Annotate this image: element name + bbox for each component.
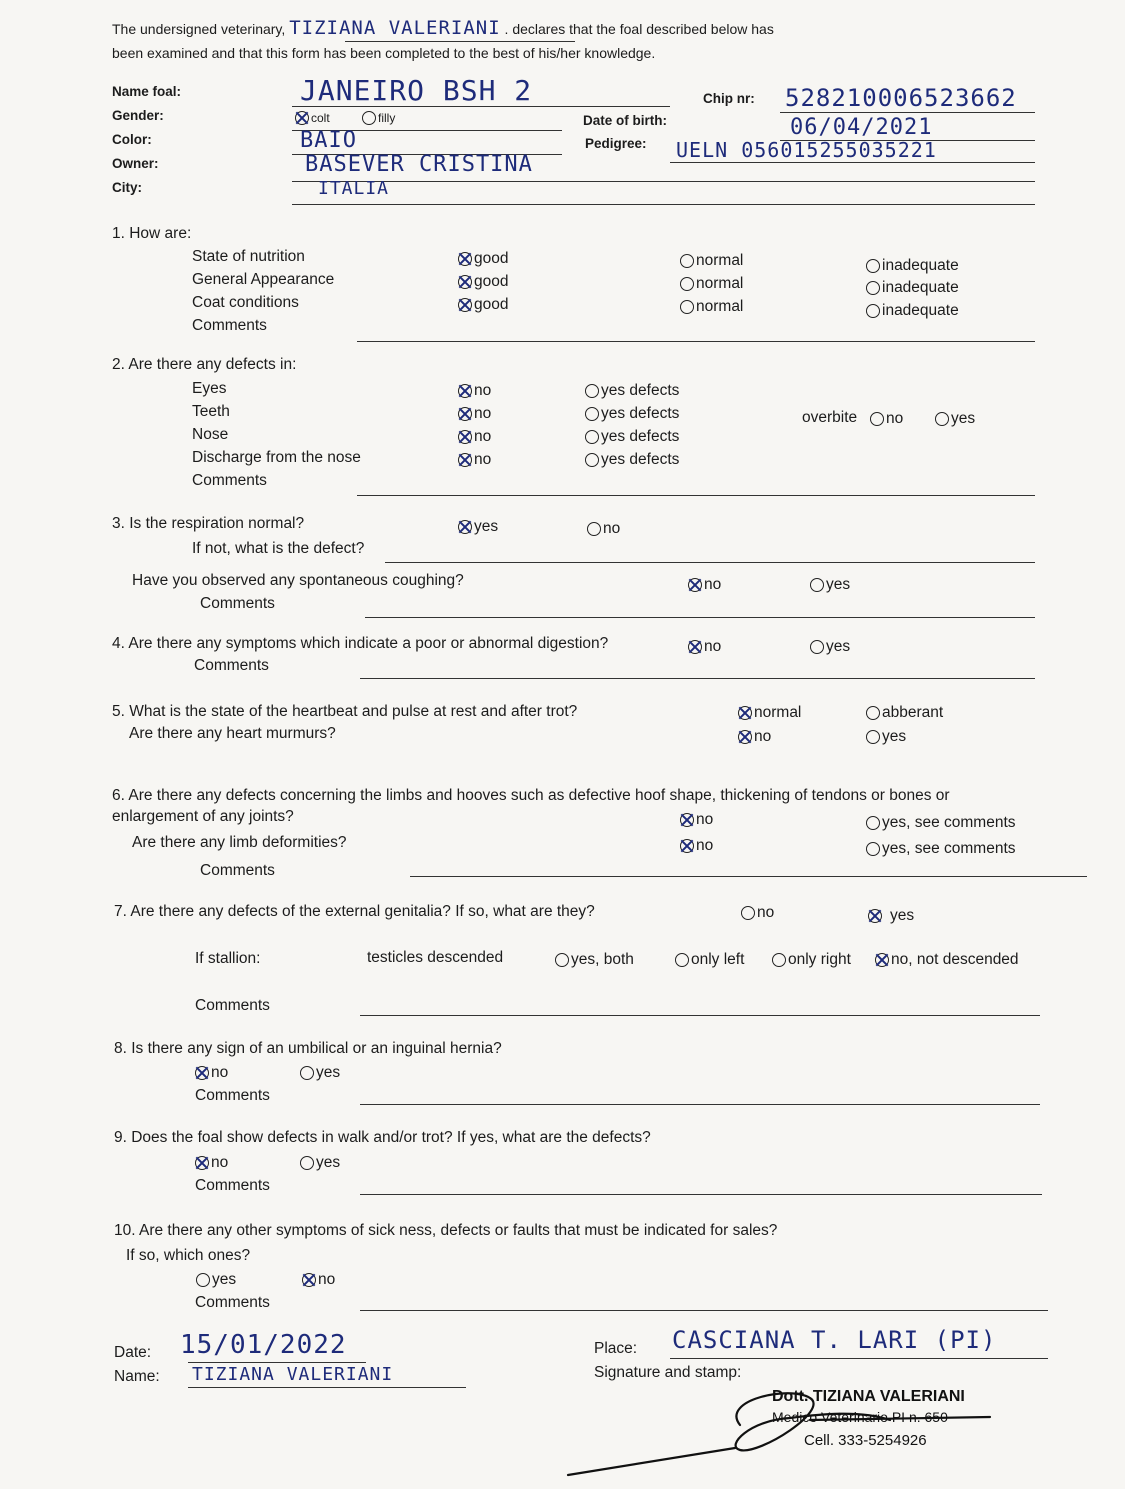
q6-deform-label: Are there any limb deformities? — [132, 834, 347, 851]
q7-not-descended-radio[interactable] — [875, 953, 889, 967]
q7-yes-both-radio[interactable] — [555, 953, 569, 967]
q1-nutrition-normal[interactable]: normal — [680, 252, 743, 270]
owner-value[interactable]: BASEVER CRISTINA — [305, 152, 533, 177]
q10-no[interactable]: no — [302, 1271, 335, 1289]
q3-yes[interactable]: yes — [458, 518, 498, 536]
q6-deform-no-radio[interactable] — [680, 839, 694, 853]
gender-filly-radio[interactable] — [362, 111, 376, 125]
q3-no-radio[interactable] — [587, 522, 601, 536]
q2-nose-yes-radio[interactable] — [585, 430, 599, 444]
q3-ifnot-label: If not, what is the defect? — [192, 540, 365, 557]
overbite-no[interactable]: no — [870, 410, 903, 428]
intro-after: . declares that the foal described below has — [504, 21, 774, 37]
q10-title: 10. Are there any other symptoms of sick ness, defects or faults that must be indicated for sales? — [114, 1222, 778, 1239]
q2-teeth-yes-radio[interactable] — [585, 407, 599, 421]
chip-value[interactable]: 528210006523662 — [785, 84, 1017, 112]
q2-teeth-no-radio[interactable] — [458, 407, 472, 421]
q2-nose-no[interactable]: no — [458, 428, 491, 446]
q7-testicles-label: testicles descended — [367, 949, 504, 966]
q8-no[interactable]: no — [195, 1064, 228, 1082]
q3-ifnot-line[interactable] — [385, 562, 1035, 563]
city-line — [292, 204, 1035, 205]
q1-row-coat-label: Coat conditions — [192, 294, 299, 311]
name-foal-value[interactable]: JANEIRO BSH 2 — [300, 74, 533, 107]
q6-comments-label: Comments — [200, 862, 275, 879]
q1-row-appearance-label: General Appearance — [192, 271, 335, 288]
q7-yes-both[interactable]: yes, both — [555, 951, 634, 969]
q1-appearance-good-radio[interactable] — [458, 275, 472, 289]
q2-eyes-no-radio[interactable] — [458, 384, 472, 398]
q5-murmurs-yes-radio[interactable] — [866, 730, 880, 744]
q1-nutrition-good[interactable]: good — [458, 250, 508, 268]
q10-yes[interactable]: yes — [196, 1271, 236, 1289]
q7-title: 7. Are there any defects of the external genitalia? If so, what are they? — [114, 903, 595, 920]
q7-yes[interactable]: yes — [868, 907, 914, 925]
q3-cough-no-radio[interactable] — [688, 578, 702, 592]
q2-discharge-yes[interactable]: yes defects — [585, 451, 679, 469]
vet-name-line — [345, 41, 575, 42]
name-foal-line — [292, 106, 670, 107]
q1-appearance-inadequate[interactable]: inadequate — [866, 279, 959, 297]
q6-joints-yes-radio[interactable] — [866, 816, 880, 830]
q4-comments-label: Comments — [194, 657, 269, 674]
q9-comments-label: Comments — [195, 1177, 270, 1194]
q6-joints-yes[interactable]: yes, see comments — [866, 814, 1016, 832]
q2-nose-no-radio[interactable] — [458, 430, 472, 444]
q9-no[interactable]: no — [195, 1154, 228, 1172]
q6-deform-yes-radio[interactable] — [866, 842, 880, 856]
q3-cough-yes-radio[interactable] — [810, 578, 824, 592]
q3-comments-label: Comments — [200, 595, 275, 612]
q2-nose-label: Nose — [192, 426, 229, 443]
overbite-yes[interactable]: yes — [935, 410, 975, 428]
vet-name-handwritten: TIZIANA VALERIANI — [289, 17, 501, 39]
q2-eyes-label: Eyes — [192, 380, 227, 397]
name-label: Name: — [114, 1368, 160, 1385]
q5-normal[interactable]: normal — [738, 704, 801, 722]
q5-murmurs-no-radio[interactable] — [738, 730, 752, 744]
q9-yes-radio[interactable] — [300, 1156, 314, 1170]
q1-coat-normal[interactable]: normal — [680, 298, 743, 316]
q2-comments-label: Comments — [192, 472, 267, 489]
q4-yes[interactable]: yes — [810, 638, 850, 656]
q8-title: 8. Is there any sign of an umbilical or an inguinal hernia? — [114, 1040, 502, 1057]
q1-row-nutrition-label: State of nutrition — [192, 248, 305, 265]
q1-comments-line[interactable] — [357, 341, 1035, 342]
q1-appearance-inadequate-radio[interactable] — [866, 281, 880, 295]
q7-no[interactable]: no — [741, 904, 774, 922]
owner-label: Owner: — [112, 156, 159, 171]
q4-yes-radio[interactable] — [810, 640, 824, 654]
q7-not-descended[interactable]: no, not descended — [875, 951, 1019, 969]
q4-comments-line[interactable] — [360, 678, 1035, 679]
q1-coat-good[interactable]: good — [458, 296, 508, 314]
q2-teeth-yes[interactable]: yes defects — [585, 405, 679, 423]
q6-joints-no-radio[interactable] — [680, 813, 694, 827]
q2-nose-yes[interactable]: yes defects — [585, 428, 679, 446]
city-value[interactable]: ITALIA — [318, 178, 390, 199]
q10-comments-line[interactable] — [360, 1310, 1048, 1311]
q8-yes[interactable]: yes — [300, 1064, 340, 1082]
q3-cough-label: Have you observed any spontaneous coughing? — [132, 572, 464, 589]
q3-cough-no[interactable]: no — [688, 576, 721, 594]
q1-appearance-normal-radio[interactable] — [680, 277, 694, 291]
pedigree-value[interactable]: UELN 056015255035221 — [676, 138, 937, 162]
place-label: Place: — [594, 1340, 638, 1357]
q7-comments-label: Comments — [195, 997, 270, 1014]
city-label: City: — [112, 180, 142, 195]
q2-teeth-label: Teeth — [192, 403, 230, 420]
q7-stallion-label: If stallion: — [195, 950, 261, 967]
q5-abberant-radio[interactable] — [866, 706, 880, 720]
color-label: Color: — [112, 132, 152, 147]
q2-discharge-label: Discharge from the nose — [192, 449, 361, 466]
q1-comments-label: Comments — [192, 317, 267, 334]
dob-label: Date of birth: — [583, 113, 667, 128]
q6-deform-no[interactable]: no — [680, 837, 713, 855]
q10-title2: If so, which ones? — [126, 1247, 251, 1264]
q4-title: 4. Are there any symptoms which indicate a poor or abnormal digestion? — [112, 635, 609, 652]
gender-filly-option[interactable]: filly — [362, 111, 395, 125]
place-line — [670, 1358, 1048, 1359]
name-line — [188, 1387, 466, 1388]
q2-eyes-yes[interactable]: yes defects — [585, 382, 679, 400]
pedigree-label: Pedigree: — [585, 136, 647, 151]
q1-nutrition-normal-radio[interactable] — [680, 254, 694, 268]
overbite-label: overbite — [802, 409, 858, 426]
q2-discharge-no-radio[interactable] — [458, 453, 472, 467]
q2-discharge-yes-radio[interactable] — [585, 453, 599, 467]
name-value[interactable]: TIZIANA VALERIANI — [192, 1364, 394, 1385]
q7-comments-line[interactable] — [360, 1015, 1040, 1016]
q7-only-right[interactable]: only right — [772, 951, 851, 969]
signature-label: Signature and stamp: — [594, 1364, 742, 1381]
q1-coat-inadequate[interactable]: inadequate — [866, 302, 959, 320]
intro-line2: been examined and that this form has been completed to the best of his/her knowledge. — [112, 45, 656, 61]
q1-appearance-good[interactable]: good — [458, 273, 508, 291]
stamp-line3: Cell. 333-5254926 — [804, 1432, 927, 1449]
q5-murmurs-label: Are there any heart murmurs? — [129, 725, 336, 742]
q5-title: 5. What is the state of the heartbeat and pulse at rest and after trot? — [112, 703, 578, 720]
q9-no-radio[interactable] — [195, 1156, 209, 1170]
q9-yes[interactable]: yes — [300, 1154, 340, 1172]
q7-only-right-radio[interactable] — [772, 953, 786, 967]
q8-yes-radio[interactable] — [300, 1066, 314, 1080]
q9-title: 9. Does the foal show defects in walk and/or trot? If yes, what are the defects? — [114, 1129, 651, 1146]
q6-comments-line[interactable] — [410, 876, 1087, 877]
q1-coat-good-radio[interactable] — [458, 298, 472, 312]
q7-only-left[interactable]: only left — [675, 951, 744, 969]
q3-no[interactable]: no — [587, 520, 620, 538]
q2-discharge-no[interactable]: no — [458, 451, 491, 469]
gender-colt-radio[interactable] — [295, 111, 309, 125]
intro-before: The undersigned veterinary, — [112, 21, 286, 37]
q1-nutrition-inadequate-radio[interactable] — [866, 259, 880, 273]
name-foal-label: Name foal: — [112, 84, 182, 99]
signature-scribble — [560, 1380, 1010, 1480]
q3-yes-radio[interactable] — [458, 520, 472, 534]
q2-comments-line[interactable] — [357, 495, 1035, 496]
date-line — [188, 1362, 366, 1363]
q9-comments-line[interactable] — [360, 1194, 1042, 1195]
q10-yes-radio[interactable] — [196, 1273, 210, 1287]
q1-title: 1. How are: — [112, 225, 192, 242]
q5-normal-radio[interactable] — [738, 706, 752, 720]
q4-no[interactable]: no — [688, 638, 721, 656]
q1-nutrition-good-radio[interactable] — [458, 252, 472, 266]
q6-title: 6. Are there any defects concerning the limbs and hooves such as defective hoof shape, thickening of tendons or bones or — [112, 787, 950, 804]
overbite-yes-radio[interactable] — [935, 412, 949, 426]
color-value[interactable]: BAIO — [300, 128, 357, 153]
owner-line — [292, 181, 1035, 182]
q2-eyes-yes-radio[interactable] — [585, 384, 599, 398]
chip-label: Chip nr: — [703, 91, 755, 106]
q1-appearance-normal[interactable]: normal — [680, 275, 743, 293]
q4-no-radio[interactable] — [688, 640, 702, 654]
q7-only-left-radio[interactable] — [675, 953, 689, 967]
q5-murmurs-yes[interactable]: yes — [866, 728, 906, 746]
q5-abberant[interactable]: abberant — [866, 704, 943, 722]
dob-value[interactable]: 06/04/2021 — [790, 115, 933, 140]
date-value[interactable]: 15/01/2022 — [180, 1330, 347, 1360]
date-label: Date: — [114, 1344, 152, 1361]
q1-coat-inadequate-radio[interactable] — [866, 304, 880, 318]
q8-comments-line[interactable] — [360, 1104, 1040, 1105]
gender-colt-option[interactable]: colt — [295, 111, 330, 125]
q3-comments-line[interactable] — [365, 617, 1035, 618]
q10-comments-label: Comments — [195, 1294, 270, 1311]
q6-joints-no[interactable]: no — [680, 811, 713, 829]
q8-no-radio[interactable] — [195, 1066, 209, 1080]
q6-title2: enlargement of any joints? — [112, 808, 294, 825]
stamp-line1: Dott. TIZIANA VALERIANI — [772, 1388, 965, 1405]
overbite-no-radio[interactable] — [870, 412, 884, 426]
stamp-line2: Medico Veterinario PI n. 650 — [772, 1409, 948, 1425]
q2-eyes-no[interactable]: no — [458, 382, 491, 400]
q6-deform-yes[interactable]: yes, see comments — [866, 840, 1016, 858]
q5-murmurs-no[interactable]: no — [738, 728, 771, 746]
q3-cough-yes[interactable]: yes — [810, 576, 850, 594]
gender-label: Gender: — [112, 108, 164, 123]
q1-nutrition-inadequate[interactable]: inadequate — [866, 257, 959, 275]
chip-line — [780, 112, 1035, 113]
pedigree-line — [670, 162, 1035, 163]
q3-title: 3. Is the respiration normal? — [112, 515, 305, 532]
q7-no-radio[interactable] — [741, 906, 755, 920]
q10-no-radio[interactable] — [302, 1273, 316, 1287]
place-value[interactable]: CASCIANA T. LARI (PI) — [672, 1326, 997, 1354]
q1-coat-normal-radio[interactable] — [680, 300, 694, 314]
intro-text — [112, 17, 774, 39]
q8-comments-label: Comments — [195, 1087, 270, 1104]
q7-yes-radio[interactable] — [868, 909, 882, 923]
q2-title: 2. Are there any defects in: — [112, 356, 297, 373]
q2-teeth-no[interactable]: no — [458, 405, 491, 423]
